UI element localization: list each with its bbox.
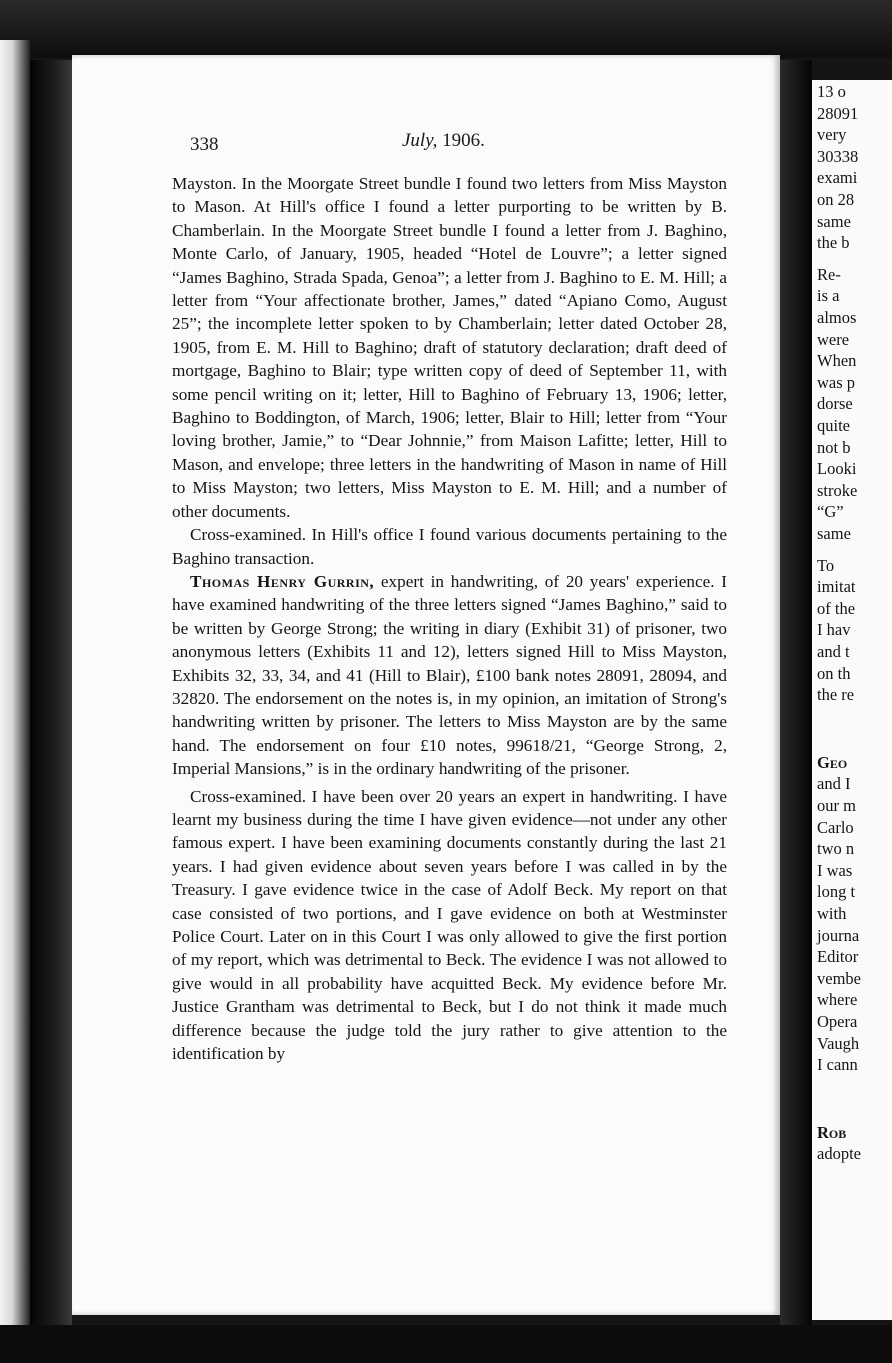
next-page-fragment: same [817,524,851,543]
paragraph: Cross-examined. In Hill's office I found various documents pertaining to the Baghino transaction. [172,525,727,568]
next-page-fragment: vembe [817,968,861,988]
running-head-year: 1906. [437,130,485,151]
next-page-fragment: not b [817,437,851,457]
next-page-fragment: on 28 [817,190,855,209]
next-page-fragment: 28091 [817,103,859,123]
next-page-fragment: “G” [817,502,844,522]
gutter-shadow [780,60,812,1330]
next-page-fragment: where [817,990,858,1010]
next-page-fragment: I was [817,860,853,880]
next-page-fragment: stroke [817,480,858,500]
next-page-fragment: journa [817,925,860,945]
next-page-fragment: the b [817,233,850,253]
next-page-fragment: two n [817,839,855,859]
next-page-fragment: almos [817,308,857,327]
next-page-fragment: and t [817,642,850,661]
next-page-fragment: To [817,555,835,575]
next-page-fragment: Geo [817,752,848,772]
scan-top-border [0,0,892,58]
next-page-fragment: is a [817,286,840,306]
paragraph: Cross-examined. I have been over 20 years an expert in handwriting. I have learnt my business during the time I have given evidence—not under any other famous expert. I have been examining documents constantly during the last 21 years. I had given evidence about seven years before I was called in by the Treasury. I gave evidence twice in the case of Adolf Beck. My report on that case consisted of two portions, and I gave evidence on both at Westminster Police Court. Later on in this Court I was only allowed to give the first portion of my report, which was detrimental to Beck. The evidence I was not allowed to give would in all probability have acquitted Beck. My evidence before Mr. Justice Grantham was detrimental to Beck, but I do not think it made much difference because the judge told the jury rather to give attention to the identification by [172,786,727,1064]
next-page-fragment: dorse [817,394,853,414]
running-head [190,130,710,160]
next-page-fragment: with [817,904,847,923]
next-page-fragment: our m [817,796,856,815]
next-page-fragment: Looki [817,459,857,479]
paragraph [172,570,727,781]
left-page-edge [0,40,30,1330]
next-page-fragment: and I [817,774,851,794]
next-page-fragment: on th [817,663,851,683]
next-page-fragment: exami [817,168,858,188]
next-page-fragment: the re [817,685,855,705]
next-page-fragment: Vaugh [817,1033,860,1053]
page-text [172,172,727,1065]
next-page-fragment: imitat [817,577,856,597]
paragraph: Mayston. In the Moorgate Street bundle I found two letters from Miss Mayston to Mason. At Hill's office I found a letter purporting to be written by B. Chamberlain. In the Moorgate Street bundle I found a letter from J. Baghino, Monte Carlo, of January, 1905, headed “Hotel de Louvre”; a letter signed “James Baghino, Strada Spada, Genoa”; a letter from J. Baghino to E. M. Hill; a letter from “Your affectionate brother, James,” dated “Apiano Como, August 25”; the incomplete letter spoken to by Chamberlain; letter dated October 28, 1905, from E. M. Hill to Baghino; draft of statutory declaration; draft deed of mortgage, Baghino to Blair; type written copy of deed of September 11, with some pencil writing on it; letter, Hill to Baghino of February 13, 1906; letter, Baghino to Boddington, of March, 1906; letter, Blair to Hill; letter from “Your loving brother, Jamie,” to “Dear Johnnie,” from Maison Lafitte; letter, Hill to Mason, and envelope; three letters in the handwriting of Mason in name of Hill to Miss Mayston; two letters, Miss Mayston to E. M. Hill; and a number of other documents. [172,174,727,521]
next-page-fragment: quite [817,416,850,435]
book-binding [30,60,72,1330]
paragraph-text: expert in handwriting, of 20 years' experience. I have examined handwriting of the three letters signed “James Baghino,” said to be written by George Strong; the writing in diary (Exhibit 31) of prisoner, two anonymous letters (Exhibits 11 and 12), letters signed Hill to Miss Mayston, Exhibits 32, 33, 34, and 41 (Hill to Blair), £100 bank notes 28091, 28094, and 32820. The endorsement on the notes is, in my opinion, an imitation of Strong's handwriting written by prisoner. The letters to Miss Mayston are by the same hand. The endorsement on four £10 notes, 99618/21, “George Strong, 2, Imperial Mansions,” is in the ordinary handwriting of the prisoner. [172,571,727,779]
next-page-fragment: were [817,329,850,349]
next-page-fragment: of the [817,598,856,618]
next-page-fragment: same [817,211,851,231]
witness-name: Thomas Henry Gurrin, [190,571,375,591]
next-page-edge [812,80,892,1320]
page-number: 338 [190,134,219,155]
running-head-month: July, [402,130,438,151]
next-page-fragment: 13 o [817,82,846,101]
next-page-fragment: adopte [817,1144,861,1164]
next-page-fragment: very [817,125,847,145]
running-head-date [402,130,485,152]
next-page-fragment: Opera [817,1012,858,1031]
next-page-fragment: Editor [817,947,859,967]
next-page-fragment: Carlo [817,817,854,837]
next-page-fragment: long t [817,882,856,902]
next-page-fragment: 30338 [817,146,859,166]
next-page-fragment: Re- [817,264,841,284]
next-page-fragment: Rob [817,1122,847,1142]
next-page-fragment: I cann [817,1055,858,1075]
next-page-fragment: When [817,351,857,371]
scan-bottom-border [0,1325,892,1363]
next-page-fragment: was p [817,372,856,392]
next-page-fragment: I hav [817,620,851,640]
